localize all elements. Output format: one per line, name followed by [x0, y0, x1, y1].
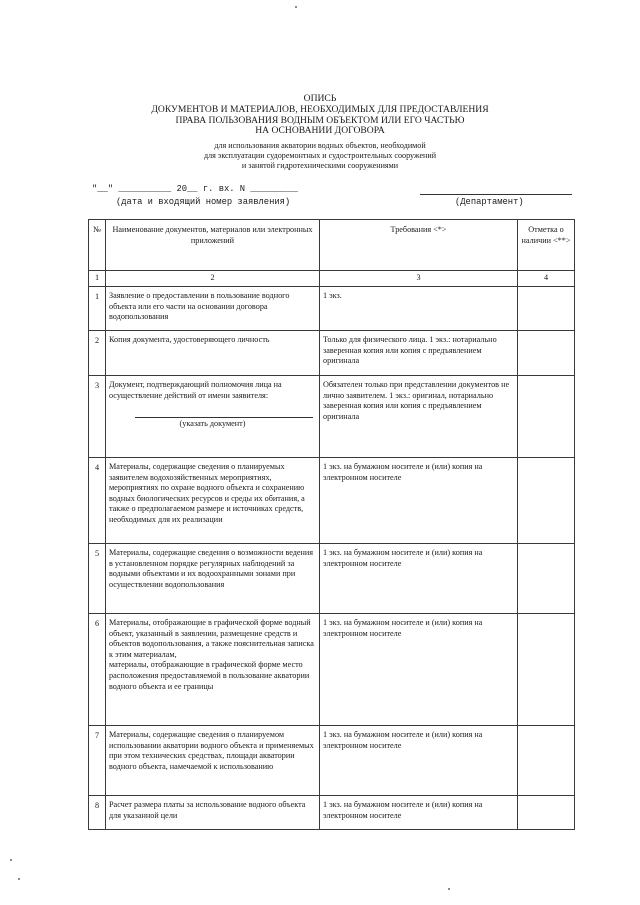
index-cell: 2 — [106, 271, 320, 287]
row-number: 5 — [89, 544, 106, 614]
table-row — [89, 796, 575, 830]
row-number: 6 — [89, 614, 106, 726]
title-line: НА ОСНОВАНИИ ДОГОВОРА — [255, 125, 385, 137]
row-document-name: Материалы, отображающие в графической форме водный объект, указанный в заявлении, размещение средств и объектов водопользования, а также пояснительная записка к этим материалам, материалы, отображающие в графической форме место расположения предоставляемой в пользование акватории водного объекта и ее границы — [106, 614, 320, 726]
row-mark[interactable] — [518, 796, 575, 830]
header-requirements: Требования <*> — [320, 220, 518, 271]
table-row — [89, 726, 575, 796]
index-cell: 3 — [320, 271, 518, 287]
row-document-name-cell — [106, 376, 320, 458]
document-subtitle — [0, 141, 640, 171]
header-mark: Отметка о наличии <**> — [518, 220, 575, 271]
row-mark[interactable] — [518, 544, 575, 614]
scan-speck — [448, 888, 450, 890]
row-requirements: 1 экз. на бумажном носителе и (или) копия на электронном носителе — [320, 544, 518, 614]
subtitle-line: и занятой гидротехническими сооружениями — [241, 161, 399, 170]
row-requirements: 1 экз. на бумажном носителе и (или) копия на электронном носителе — [320, 458, 518, 544]
table-row — [89, 614, 575, 726]
department-caption: (Департамент) — [455, 197, 524, 207]
row-number: 7 — [89, 726, 106, 796]
row-mark[interactable] — [518, 376, 575, 458]
title-line: ДОКУМЕНТОВ И МАТЕРИАЛОВ, НЕОБХОДИМЫХ ДЛЯ ПРЕДОСТАВЛЕНИЯ — [151, 103, 489, 115]
table-row — [89, 376, 575, 458]
row-requirements: Обязателен только при представлении документов не лично заявителем. 1 экз.: оригинал, нотариально заверенная копия или копия с предъявлением оригинала — [320, 376, 518, 458]
header-name: Наименование документов, материалов или электронных приложений — [106, 220, 320, 271]
table-row — [89, 331, 575, 376]
row-number: 4 — [89, 458, 106, 544]
table-header-row — [89, 220, 575, 271]
row-document-name: Материалы, содержащие сведения о планируемых заявителем водохозяйственных мероприятиях, мероприятиях по охране водного объекта и сохранению водных биологических ресурсов и среды их обитания, а также о предполагаемом размере и источниках средств, необходимых для их реализации — [106, 458, 320, 544]
row-document-name: Материалы, содержащие сведения о планируемом использовании акватории водного объекта и применяемых при этом технических средствах, площади акватории водного объекта, намечаемой к использованию — [106, 726, 320, 796]
date-number-caption: (дата и входящий номер заявления) — [116, 197, 291, 207]
row-document-name: Материалы, содержащие сведения о возможности ведения в установленном порядке регулярных наблюдений за водными объектами и их водоохранными зонами при осуществлении водопользования — [106, 544, 320, 614]
date-number-line: "__" __________ 20__ г. вх. N _________ — [92, 184, 298, 194]
row-number: 2 — [89, 331, 106, 376]
row-requirements: 1 экз. — [320, 287, 518, 331]
row-requirements: 1 экз. на бумажном носителе и (или) копия на электронном носителе — [320, 726, 518, 796]
department-line — [420, 194, 572, 195]
index-cell: 4 — [518, 271, 575, 287]
header-num: № — [89, 220, 106, 271]
title-line: ПРАВА ПОЛЬЗОВАНИЯ ВОДНЫМ ОБЪЕКТОМ ИЛИ ЕГО ЧАСТЬЮ — [175, 114, 465, 126]
row-requirements: Только для физического лица. 1 экз.: нотариально заверенная копия или копия с предъявлением оригинала — [320, 331, 518, 376]
specify-document-caption: (указать документ) — [179, 419, 246, 429]
subtitle-line: для эксплуатации судоремонтных и судостроительных сооружений — [203, 151, 437, 160]
scan-speck — [10, 859, 12, 861]
row-number: 1 — [89, 287, 106, 331]
table-row — [89, 544, 575, 614]
row-document-name: Заявление о предоставлении в пользование водного объекта или его части на основании договора водопользования — [106, 287, 320, 331]
row-mark[interactable] — [518, 614, 575, 726]
row-requirements: 1 экз. на бумажном носителе и (или) копия на электронном носителе — [320, 614, 518, 726]
table-row — [89, 287, 575, 331]
row-number: 3 — [89, 376, 106, 458]
documents-table — [88, 219, 575, 830]
document-title — [0, 94, 640, 137]
row-mark[interactable] — [518, 287, 575, 331]
row-number: 8 — [89, 796, 106, 830]
table-row — [89, 458, 575, 544]
row-mark[interactable] — [518, 331, 575, 376]
row-document-name: Расчет размера платы за использование водного объекта для указанной цели — [106, 796, 320, 830]
specify-document-line[interactable] — [135, 417, 313, 418]
row-mark[interactable] — [518, 726, 575, 796]
subtitle-line: для использования акватории водных объектов, необходимой — [214, 141, 426, 150]
scan-speck — [18, 878, 20, 880]
title-line: ОПИСЬ — [303, 93, 337, 104]
row-document-name: Копия документа, удостоверяющего личность — [106, 331, 320, 376]
row-requirements: 1 экз. на бумажном носителе и (или) копия на электронном носителе — [320, 796, 518, 830]
table-index-row — [89, 271, 575, 287]
row-mark[interactable] — [518, 458, 575, 544]
index-cell: 1 — [89, 271, 106, 287]
row-document-name: Документ, подтверждающий полномочия лица на осуществление действий от имени заявителя: — [109, 380, 282, 400]
scan-speck — [295, 6, 297, 8]
